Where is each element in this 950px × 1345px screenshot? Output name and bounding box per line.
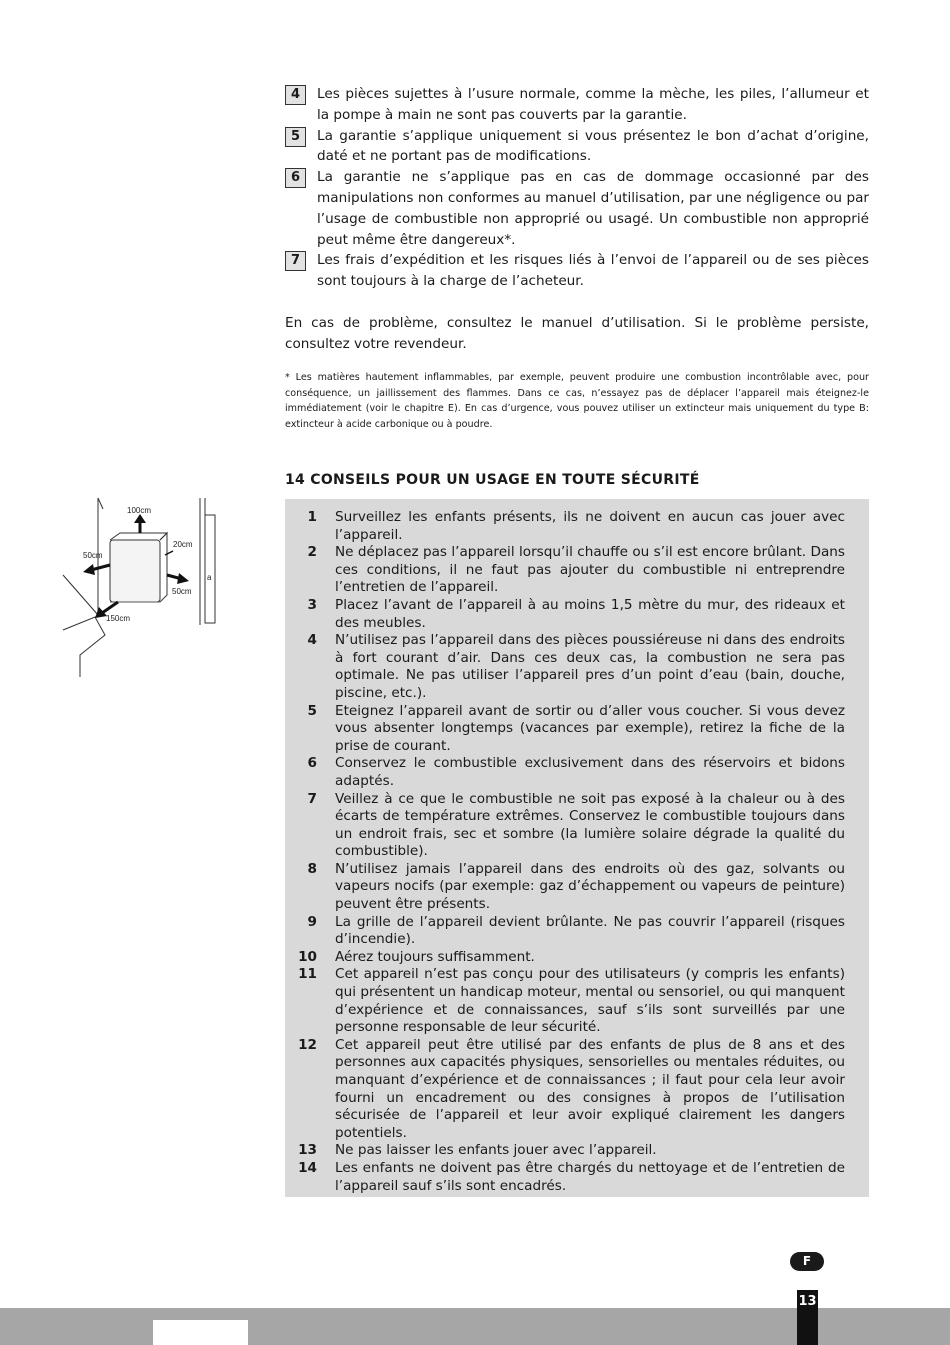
- tip-number: 13: [298, 1142, 317, 1159]
- warranty-number: 5: [285, 127, 306, 147]
- heater-side: [160, 533, 167, 602]
- warranty-text: Les pièces sujettes à l’usure normale, comme la mèche, les piles, l’allumeur et la pompe à main ne sont pas couverts par la garantie.: [317, 86, 869, 123]
- tip-number: 12: [298, 1036, 317, 1053]
- intro-paragraph: En cas de problème, consultez le manuel d’utilisation. Si le problème persiste, consultez votre revendeur.: [285, 315, 869, 352]
- tip-text: Ne déplacez pas l’appareil lorsqu’il chauffe ou s’il est encore brûlant. Dans ces conditions, il ne faut pas ajouter du combustible ni entreprendre l’entretien de l’appareil.: [335, 544, 845, 596]
- list-item: [285, 632, 845, 702]
- section-heading: 14 CONSEILS POUR UN USAGE EN TOUTE SÉCURITÉ: [285, 472, 700, 488]
- tip-text: Eteignez l’appareil avant de sortir ou d’aller vous coucher. Si vous devez vous absenter longtemps (vacances par exemple), retirez la fiche de la prise de courant.: [335, 702, 845, 754]
- warranty-item: [285, 167, 869, 250]
- warranty-item: [285, 84, 869, 126]
- arrow-head-left: [83, 564, 95, 575]
- warranty-number: 7: [285, 251, 306, 271]
- door-panel: [205, 515, 215, 623]
- arrow-head-up: [134, 514, 146, 523]
- tip-number: 7: [307, 790, 317, 807]
- tip-number: 9: [307, 913, 317, 930]
- language-badge: F: [790, 1252, 824, 1271]
- tip-text: Surveillez les enfants présents, ils ne doivent en aucun cas jouer avec l’appareil.: [335, 509, 845, 543]
- tip-text: Aérez toujours suffisamment.: [335, 948, 535, 965]
- tip-text: Ne pas laisser les enfants jouer avec l’appareil.: [335, 1142, 657, 1159]
- page-number: 13: [797, 1290, 818, 1345]
- list-item: [285, 914, 845, 949]
- list-item: [285, 1160, 845, 1195]
- tip-text: Cet appareil peut être utilisé par des enfants de plus de 8 ans et des personnes aux capacités physiques, sensorielles ou mentales réduites, ou manquant d’expérience et de connaissances ; il faut pour cela leur avoir fourni un encadrement ou des consignes à propos de l’utilisation sécurisée de l’appareil et leur avoir expliqué clairement les dangers potentiels.: [335, 1036, 845, 1141]
- safety-tips-list: [285, 509, 845, 1195]
- warranty-list: [285, 84, 869, 292]
- arrow-right-top: [165, 551, 173, 555]
- warranty-text: La garantie ne s’applique pas en cas de dommage occasionné par des manipulations non conformes au manuel d’utilisation, par une négligence ou par l’usage de combustible non approprié ou usagé. Un combustible non approprié peut même être dangereux*.: [317, 169, 869, 248]
- warranty-item: [285, 126, 869, 168]
- list-item: [285, 966, 845, 1036]
- list-item: [285, 703, 845, 756]
- safety-tips-box: [285, 499, 869, 1197]
- list-item: [285, 1037, 845, 1143]
- tip-text: Les enfants ne doivent pas être chargés du nettoyage et de l’entretien de l’appareil sauf s’ils sont encadrés.: [335, 1159, 845, 1194]
- list-item: [285, 597, 845, 632]
- label-left: 50cm: [83, 551, 103, 560]
- list-item: [285, 755, 845, 790]
- label-right: 50cm: [172, 587, 192, 596]
- tip-number: 6: [307, 755, 317, 772]
- tip-number: 11: [298, 966, 317, 983]
- tip-number: 8: [307, 860, 317, 877]
- tip-text: Cet appareil n’est pas conçu pour des utilisateurs (y compris les enfants) qui présentent un handicap moteur, mental ou sensoriel, ou qui manquent d’expérience et de connaissances, sauf s’ils sont surveillés par une personne responsable de leur sécurité.: [335, 966, 845, 1036]
- tip-text: Conservez le combustible exclusivement dans des réservoirs et bidons adaptés.: [335, 755, 845, 789]
- tip-number: 1: [307, 509, 317, 525]
- warranty-item: [285, 250, 869, 292]
- list-item: [285, 861, 845, 914]
- list-item: [285, 791, 845, 861]
- label-door-letter: a: [207, 573, 212, 582]
- arrow-head-right: [177, 573, 189, 584]
- heater-top: [110, 533, 167, 540]
- tip-number: 14: [298, 1159, 317, 1176]
- wall-line: [98, 498, 103, 509]
- warranty-number: 6: [285, 168, 306, 188]
- tip-number: 3: [307, 596, 317, 613]
- label-front: 150cm: [106, 614, 131, 623]
- label-top: 100cm: [127, 506, 152, 515]
- footer-white-block: [153, 1320, 248, 1345]
- clearance-diagram: [55, 495, 220, 680]
- list-item: [285, 1142, 845, 1160]
- tip-text: N’utilisez pas l’appareil dans des pièces poussiéreuse ni dans des endroits à fort courant d’air. Dans ces deux cas, la combustion ne sera pas optimale. Ne pas utiliser l’appareil pres d’un point d’eau (bain, douche, piscine, etc.).: [335, 632, 845, 701]
- tip-number: 5: [307, 702, 317, 719]
- tip-text: Veillez à ce que le combustible ne soit pas exposé à la chaleur ou à des écarts de température extrêmes. Conservez le combustible toujours dans un endroit frais, sec et sombre (la lumière solaire dégrade la qualité du combustible).: [335, 790, 845, 860]
- tip-text: N’utilisez jamais l’appareil dans des endroits où des gaz, solvants ou vapeurs nocifs (par exemple: gaz d’échappement ou vapeurs de peinture) peuvent être présents.: [335, 860, 845, 913]
- tip-number: 4: [307, 632, 317, 649]
- tip-number: 10: [298, 948, 317, 965]
- label-right-top: 20cm: [173, 540, 193, 549]
- table-edge: [63, 617, 105, 677]
- list-item: [285, 544, 845, 597]
- wall-line: [63, 575, 98, 615]
- warranty-number: 4: [285, 85, 306, 105]
- warranty-text: La garantie s’applique uniquement si vous présentez le bon d’achat d’origine, daté et ne portant pas de modifications.: [317, 127, 869, 165]
- list-item: [285, 949, 845, 967]
- arrow-front: [102, 602, 118, 613]
- tip-text: Placez l’avant de l’appareil à au moins 1,5 mètre du mur, des rideaux et des meubles.: [335, 596, 845, 631]
- tip-text: La grille de l’appareil devient brûlante. Ne pas couvrir l’appareil (risques d’incendie).: [335, 913, 845, 948]
- warranty-text: Les frais d’expédition et les risques liés à l’envoi de l’appareil ou de ses pièces sont toujours à la charge de l’acheteur.: [317, 252, 869, 290]
- heater-body: [110, 540, 160, 602]
- list-item: [285, 509, 845, 544]
- tip-number: 2: [307, 544, 317, 561]
- footnote: * Les matières hautement inflammables, par exemple, peuvent produire une combustion incontrôlable avec, pour conséquence, un jaillissement des flammes. Dans ce cas, n’essayez pas de déplacer l’appareil mais éteignez-le immédiatement (voir le chapitre E). En cas d’urgence, vous pouvez utiliser un extincteur mais uniquement du type B: extincteur à acide carbonique ou à poudre.: [285, 372, 869, 430]
